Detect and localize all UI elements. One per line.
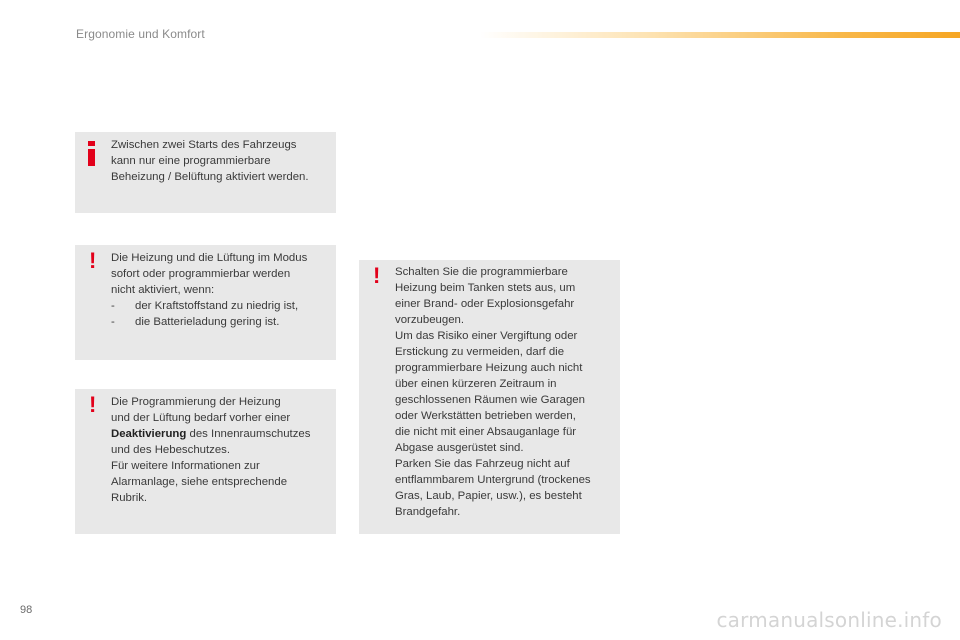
text-line: Die Heizung und die Lüftung im Modus [111,252,308,264]
text-line: vorzubeugen. [395,314,465,326]
text-line: Um das Risiko einer Vergiftung oder [395,330,578,342]
text-line: Parken Sie das Fahrzeug nicht auf [395,458,570,470]
watermark: carmanualsonline.info [716,608,942,632]
bullet-dash: - [111,300,115,312]
text-line: Abgase ausgerüstet sind. [395,442,524,454]
text-line: über einen kürzeren Zeitraum in [395,378,557,390]
info-note-text [111,137,330,185]
text-line: Schalten Sie die programmierbare [395,266,568,278]
text-line: Zwischen zwei Starts des Fahrzeugs [111,139,297,151]
warning-note-text [395,264,614,520]
text-line: Alarmanlage, siehe entsprechende [111,476,288,488]
info-icon [88,141,95,166]
text-line: geschlossenen Räumen wie Garagen [395,394,585,406]
text-line: programmierbare Heizung auch nicht [395,362,583,374]
warning-note-safety [359,260,620,534]
list-item [111,314,330,330]
text-line: Brandgefahr. [395,506,461,518]
text-line: und der Lüftung bedarf vorher einer [111,412,291,424]
text-line: Rubrik. [111,492,148,504]
warning-icon: ! [89,392,97,417]
text-line: Beheizung / Belüftung aktiviert werden. [111,171,309,183]
list-item-text: der Kraftstoffstand zu niedrig ist, [135,300,299,312]
text-line: sofort oder programmierbar werden [111,268,291,280]
page-number: 98 [20,604,33,616]
warning-icon: ! [89,248,97,273]
text-line: kann nur eine programmierbare [111,155,271,167]
text-line: entflammbarem Untergrund (trockenes [395,474,591,486]
warning-icon: ! [373,263,381,288]
bullet-dash: - [111,316,115,328]
text-line: nicht aktiviert, wenn: [111,284,215,296]
text-line: oder Werkstätten betrieben werden, [395,410,576,422]
text-line: und des Hebeschutzes. [111,444,231,456]
text-line: Erstickung zu vermeiden, darf die [395,346,565,358]
list-item [111,298,330,314]
text-line: die nicht mit einer Absauganlage für [395,426,577,438]
bold-term: Deaktivierung [111,428,187,440]
list-item-text: die Batterieladung gering ist. [135,316,280,328]
text-line: Heizung beim Tanken stets aus, um [395,282,576,294]
text-line [111,426,330,442]
text-line: einer Brand- oder Explosionsgefahr [395,298,575,310]
text-line: Die Programmierung der Heizung [111,396,281,408]
text-fragment: des Innenraumschutzes [186,428,311,440]
text-line: Für weitere Informationen zur [111,460,260,472]
info-note [75,132,336,213]
warning-note-text [111,250,330,330]
warning-note-text [111,394,330,506]
warning-note-alarm [75,389,336,534]
header-gradient-bar [480,32,960,38]
text-line: Gras, Laub, Papier, usw.), es besteht [395,490,582,502]
warning-note-conditions [75,245,336,360]
section-title: Ergonomie und Komfort [76,27,205,41]
